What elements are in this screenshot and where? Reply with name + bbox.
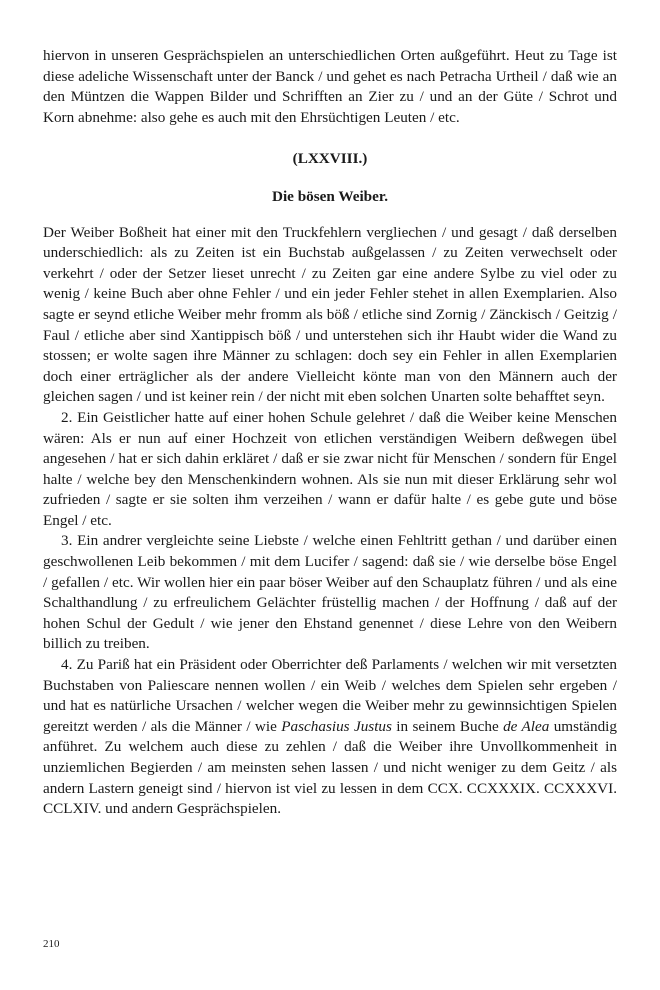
author-name-italic: Paschasius Justus [281, 717, 392, 735]
intro-paragraph: hiervon in unseren Gesprächspielen an unterschiedlichen Orten außgeführt. Heut zu Tage ist diese adeliche Wissenschaft unter der Banck / und gehet es nach Petracha Urtheil / daß wie an den Müntzen die Wappen Bilder und Schrifften an Zier zu / und an der Güte / Schrot und Korn abnehme: also gehe es auch mit den Ehrsüchtigen Leuten / etc. [43, 47, 617, 126]
paragraph-4 [43, 655, 617, 820]
paragraph-4-text-c: umständig anführet. Zu welchem auch diese zu zehlen / daß die Weiber ihre Unvollkommenheit in unziemlichen Begierden / am meinsten sehen lassen / und nicht weniger zu dem Geitz / als andern Lastern geneigt sind / hiervon ist viel zu lessen in dem CCX. CCXXXIX. CCXXXVI. CCLXIV. und andern Gesprächspielen. [43, 717, 617, 818]
section-number: (LXXVIII.) [292, 150, 368, 168]
paragraph-4-text-b: in seinem Buche [391, 717, 504, 735]
page-body [43, 46, 617, 820]
page-number: 210 [43, 938, 60, 950]
paragraph-4-text-a: 4. Zu Pariß hat ein Präsident oder Oberrichter deß Parlaments / welchen wir mit versetzten Buchstaben von Paliescare nennen wollen / ein Weib / welches dem Spielen sehr ergeben / und hat es natürliche Ursachen / welcher wegen die Weiber mehr zu gewinnsichtigen Spielen gereitzt werden / als die Männer / wie [43, 656, 617, 735]
paragraph-1: Der Weiber Boßheit hat einer mit den Truckfehlern vergliechen / und gesagt / daß derselben underschiedlich: als zu Zeiten ist ein Buchstab außgelassen / zu Zeiten verwechselt oder verkehrt / oder der Setzer lieset unrecht / zu Zeiten gar eine andere Sylbe zu viel oder zu wenig / keine Buch aber ohne Fehler / und ein jeder Fehler stehet in allen Exemplarien. Also sagte er seynd etliche Weiber mehr fromm als böß / etliche sind Zornig / Zänckisch / Geitzig / Faul / etliche aber sind Xantippisch böß / und unterstehen sich ihr Haubt wider die Wand zu stossen; er wolte sagen ihre Männer zu schlagen: doch sey ein Fehler in allen Exemplarien doch einer erträglicher als der andere Vielleicht könte man von den Männern auch der gleichen sagen / und ist keiner rein / der nicht mit eben solchen Unarten solte behafftet seyn. [43, 223, 617, 406]
book-title-italic: de Alea [503, 717, 550, 735]
paragraph-3: 3. Ein andrer vergleichte seine Liebste / welche einen Fehltritt gethan / und darüber einen geschwollenen Leib bekommen / mit dem Lucifer / sagend: daß sie / wie derselbe böse Engel / gefallen / etc. Wir wollen hier ein paar böser Weiber auf den Schauplatz führen / und als eine Schalthandlung / zu erfreulichem Gelächter früstellig machen / der Hoffnung / daß auf der hohen Schul der Gedult / wie jener den Ehstand genennet / diese Lehre von den Weibern billich zu treiben. [43, 532, 617, 653]
section-title: Die bösen Weiber. [271, 187, 389, 205]
paragraph-2: 2. Ein Geistlicher hatte auf einer hohen Schule gelehret / daß die Weiber keine Menschen wären: Als er nun auf einer Hochzeit von etlichen verständigen Weibern deßwegen übel angesehen / hat er sich dahin erkläret / daß er sie zwar nicht für Menschen / sondern für Engel halte / welche bey den Menschenkindern wohnen. Als sie nun mit dieser Erklärung sehr wol zufrieden / sagte er sie solten ihm verzeihen / wann er dafür halte / es gebe gute und böse Engel / etc. [43, 408, 617, 529]
